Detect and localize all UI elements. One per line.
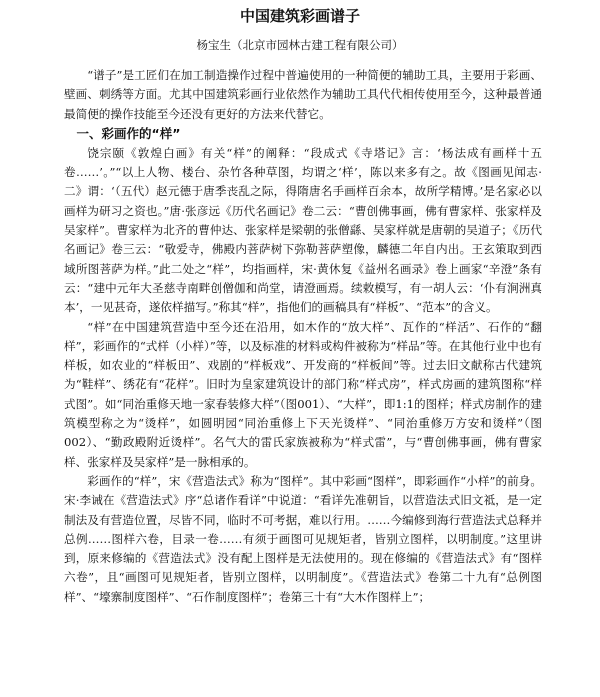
- article-author: 杨宝生（北京市园林古建工程有限公司）: [196, 38, 404, 52]
- body-paragraph: “样”在中国建筑营造中至今还在沿用，如木作的“放大样”、瓦作的“样活”、石作的“翻样”，彩画作的“式样（小样）”等，以及标准的材料或构件被称为“样品”等。在其他行业中也有样板，如农业的“样板田”、戏剧的“样板戏”、开发商的“样板间”等。过去旧文献称古代建筑为“鞋样”、绣花有“花样”。旧时为皇家建筑设计的部门称“样式房”，样式房画的建筑图称“样式图”。如“同治重修天地一家春装修大样”（图001）、“大样”，即1:1的图样；样式房制作的建筑模型称之为“烫样”，如圆明园“同治重修上下天光烫样”、“同治重修万方安和烫样”（图002）、“勤政殿附近烫样”。名气大的雷氏家族被称为“样式雷”，与“曹创佛事画，佛有曹家样、张家样及吴家样”是一脉相承的。: [64, 319, 542, 469]
- body-paragraph: 饶宗颐《敦煌白画》有关“样”的阐释：“段成式《寺塔记》言：‘杨法成有画样十五卷……’。”“以上人物、楼台、杂竹各种草图，均谓之‘样’，陈以来多有之。故《图画见闻志·二》谓：‘（五代）赵元德于唐季丧乱之际，得隋唐名手画样百余本，故所学精博。’是名家必以画样为研习之资也。”唐·张彦远《历代名画记》卷二云：“曹创佛事画，佛有曹家样、张家样及吴家样”。曹家样为北齐的曹仲达、张家样是梁朝的张僧繇、吴家样就是唐朝的吴道子；《历代名画记》卷三云：“敬爱寺，佛殿内菩萨树下弥勒菩萨塑像，麟德二年自内出。王玄策取到西域所图菩萨为样。”此二处之“样”，均指画样，宋·黄休复《益州名画录》卷上画家“辛澄”条有云：“建中元年大圣慈寺南畔创僧伽和尚堂，请澄画焉。续敕模写，有一胡人云：‘仆有涧洲真本’，一见甚奇，遂依样描写。”称其“样”，指他们的画稿具有“样板”、“范本”的含义。: [64, 145, 542, 315]
- article-title: 中国建筑彩画谱子: [239, 7, 360, 25]
- body-paragraph: 彩画作的“样”，宋《营造法式》称为“图样”。其中彩画“图样”，即彩画作“小样”的前身。宋·李诫在《营造法式》序“总诸作看详”中说道：“看详先准朝旨，以营造法式旧文祗，是一定制法及有营造位置，尽皆不同，临时不可考据，难以行用。……今编修到海行营造法式总释并总例……图样六卷，目录一卷……有须于画图可见规矩者，皆别立图样，以明制度。”这里讲到，原来修编的《营造法式》没有配上图样是无法使用的。现在修编的《营造法式》有“图样六卷”，且“画图可见规矩者，皆别立图样，以明制度”。《营造法式》卷第二十九有“总例图样”、“壕寨制度图样”、“石作制度图样”；卷第三十有“大木作图样上”；: [64, 473, 542, 604]
- article-body: [64, 66, 542, 607]
- section-heading: 一、彩画作的“样”: [76, 125, 181, 141]
- intro-paragraph: “谱子”是工匠们在加工制造操作过程中普遍使用的一种简便的辅助工具，主要用于彩画、壁画、刺绣等方面。尤其中国建筑彩画行业依然作为辅助工具代代相传使用至今，这种最普通最简便的操作技能至今还没有更好的方法来代替它。: [64, 68, 542, 121]
